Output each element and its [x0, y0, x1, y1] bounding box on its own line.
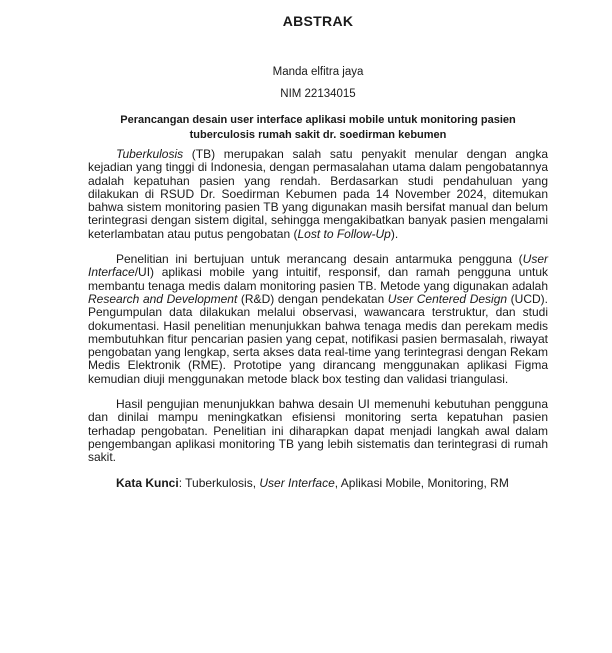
abstract-body: [88, 148, 548, 490]
thesis-title-line-1: Perancangan desain user interface aplikasi mobile untuk monitoring pasien: [120, 114, 516, 126]
author-name: Manda elfitra jaya: [272, 66, 364, 78]
abstract-paragraph-2: Penelitian ini bertujuan untuk merancang desain antarmuka pengguna (User Interface/UI) aplikasi mobile yang intuitif, responsif, dan ramah pengguna untuk membantu tenaga medis dalam monitoring pasien TB. Metode yang digunakan adalah Research and Development (R&D) dengan pendekatan User Centered Design (UCD). Pengumpulan data dilakukan melalui observasi, wawancara terstruktur, dan studi dokumentasi. Hasil penelitian menunjukkan bahwa tenaga medis dan perekam medis membutuhkan fitur pencarian pasien yang cepat, notifikasi pasien bermasalah, riwayat pengobatan yang lengkap, serta akses data real-time yang terintegrasi dengan Rekam Medis Elektronik (RME). Prototipe yang dirancang menggunakan aplikasi Figma kemudian diuji menggunakan metode black box testing dan validasi triangulasi.: [88, 252, 548, 386]
thesis-title-line-2: tuberculosis rumah sakit dr. soedirman kebumen: [189, 129, 447, 141]
thesis-title: [88, 113, 548, 143]
keywords-text: : Tuberkulosis, User Interface, Aplikasi Mobile, Monitoring, RM: [178, 475, 509, 490]
abstract-paragraph-1: Tuberkulosis (TB) merupakan salah satu penyakit menular dengan angka kejadian yang tinggi di Indonesia, dengan permasalahan utama dalam pengobatannya adalah kepatuhan pasien yang rendah. Berdasarkan studi pendahuluan yang dilakukan di RSUD Dr. Soedirman Kebumen pada 14 November 2024, ditemukan bahwa sistem monitoring pasien TB yang digunakan masih bersifat manual dan belum terintegrasi dengan sistem digital, sehingga mengakibatkan banyak pasien mengalami keterlambatan atau putus pengobatan (Lost to Follow-Up).: [88, 147, 548, 241]
author-nim: NIM 22134015: [280, 88, 356, 100]
abstract-paragraph-3: Hasil pengujian menunjukkan bahwa desain UI memenuhi kebutuhan pengguna dan dinilai mampu meningkatkan efisiensi monitoring serta kepatuhan pasien terhadap pengobatan. Penelitian ini diharapkan dapat menjadi langkah awal dalam pengembangan aplikasi monitoring TB yang lebih sistematis dan terintegrasi di rumah sakit.: [88, 397, 548, 465]
abstract-heading: ABSTRAK: [282, 13, 354, 29]
keywords-label: Kata Kunci: [116, 475, 179, 490]
keywords-line: [88, 477, 548, 490]
